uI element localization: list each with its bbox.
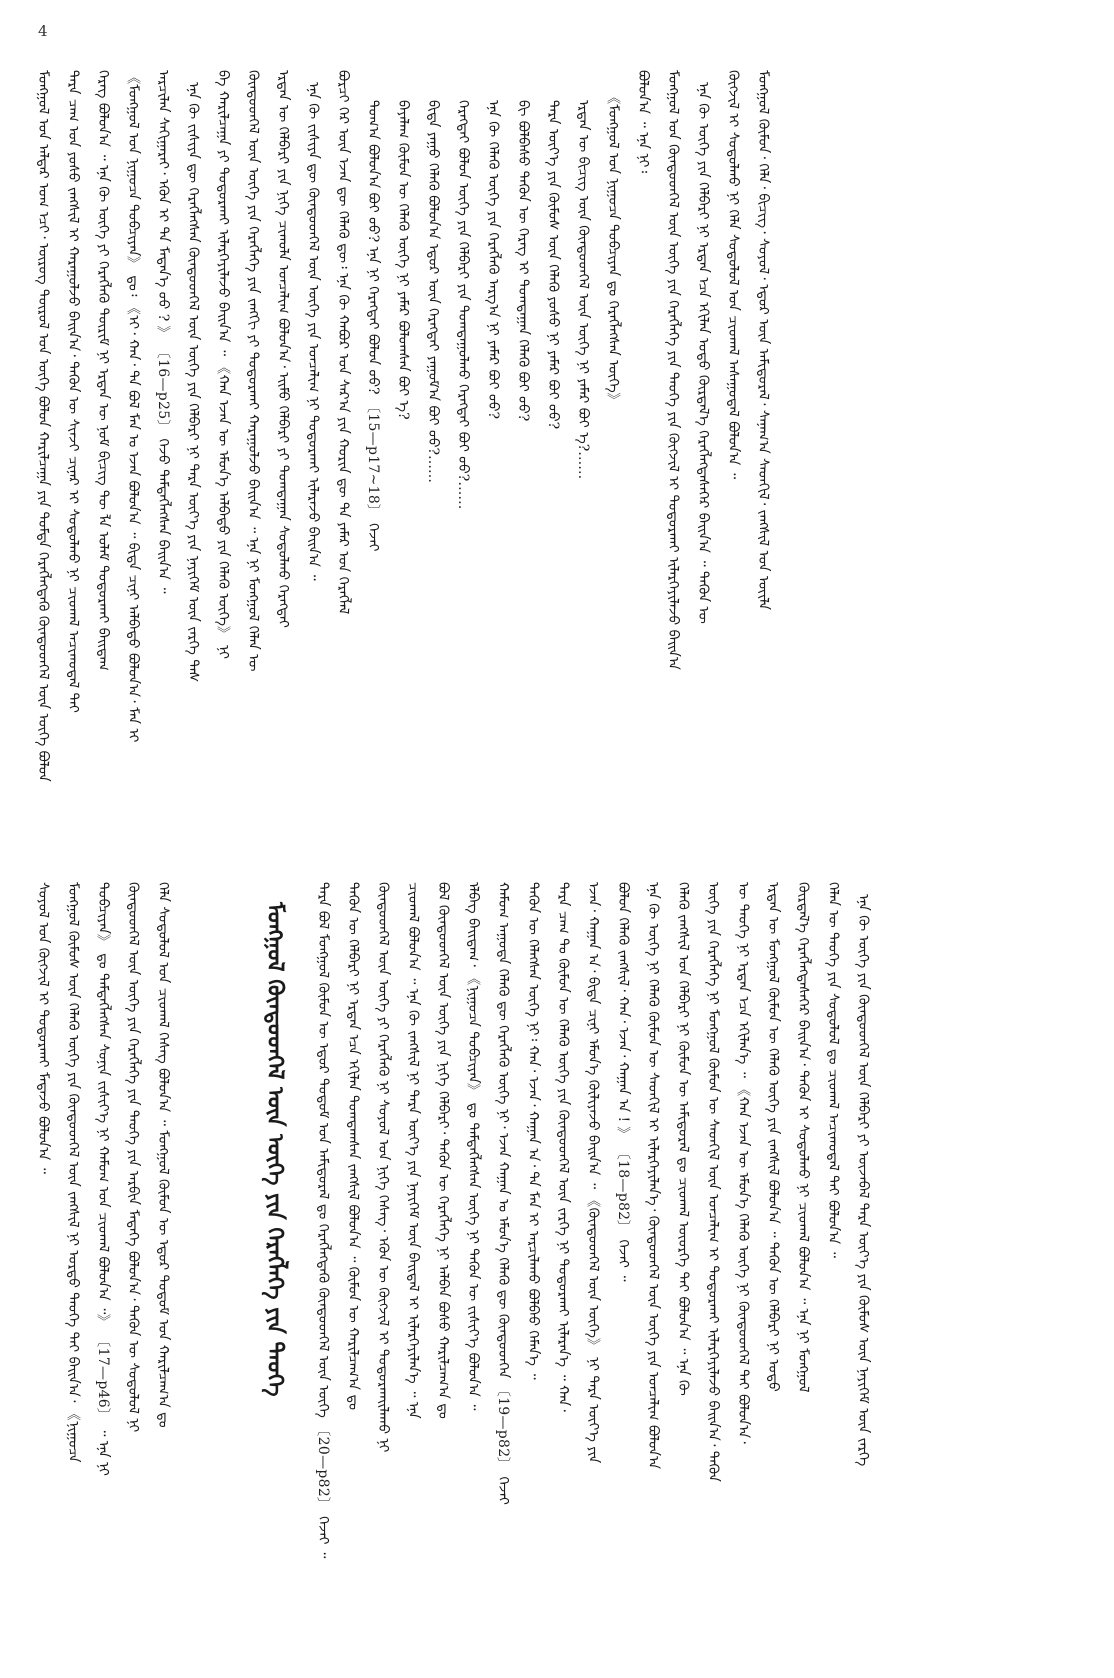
column-text: ᠬᠡᠯᠡᠬᠦ ᠵᠠᠩᠰᠢᠯ ᠤᠨ ᠬᠡᠯᠪᠡᠷᠢ ᠨᠢ ᠬᠦᠮᠦᠨ ᠦ ᠠᠮᠢᠳᠤᠷᠠᠯ ᠳᠤ ᠴᠢᠤᠬᠠᠯ ᠦᠦᠷᠭᠡ ᠲᠠᠢ ᠪᠣᠯᠤᠨ᠎ᠠ ᠃ ᠡᠨᠡ ᠬᠦ (675, 882, 691, 1396)
column-text: ᠬᠦᠨᠳᠦᠳᠬᠡᠯ ᠦᠨ ᠦᠭᠡ ᠶᠢᠨ ᠬᠡᠷᠡᠭᠯᠡᠭᠡ ᠶᠢᠨ ᠵᠠᠩᠭᠢ ᠶᠢ ᠲᠣᠳᠣᠷᠬᠠᠢ ᠬᠠᠷᠠᠭᠤᠯᠵᠤ ᠪᠠᠢᠨ᠎ᠠ ᠃ ᠡᠨᠡ ᠨᠢ ᠮᠣᠩᠭᠣᠯ ᠬᠡᠯᠡᠨ ᠦ (245, 70, 261, 672)
column-text: ᠲᠡᠷᠡ ᠴᠠᠭ ᠲᠤ ᠬᠦᠮᠦᠨ ᠦ ᠬᠡᠯᠡᠬᠦ ᠦᠭᠡ ᠶᠢᠨ ᠬᠦᠨᠳᠦᠳᠬᠡᠯ ᠦᠨ ᠵᠡᠷᠭᠡ ᠨᠢ ᠲᠣᠳᠣᠷᠬᠠᠢ ᠢᠯᠡᠷᠡᠨ᠎ᠡ ᠃ ᠬᠠᠨ᠂ (555, 882, 571, 1412)
column-text: ᠡᠷᠲᠡᠨ ᠦ ᠬᠡᠯᠪᠡᠷᠢ ᠶᠢᠨ ᠨᠢᠭᠡ ᠴᠢᠬᠤᠯᠠ ᠣᠨᠴᠠᠯᠢᠭ ᠪᠣᠯᠤᠨ᠎ᠠ᠂ ᠡᠢᠮᠦ ᠬᠡᠯᠪᠡᠷᠢ ᠶᠢ ᠲᠣᠭᠲᠠᠭᠠᠨ ᠰᠤᠳᠤᠯᠬᠤ ᠬᠡᠷᠡᠭᠲᠡᠢ (275, 70, 291, 628)
citation: 〔16—p25〕 (155, 340, 171, 439)
column-text: ᠲᠡᠭᠦᠨ ᠦ ᠬᠡᠯᠪᠡᠷᠢ ᠨᠢ ᠡᠷᠲᠡᠨ ᠡᠴᠡ ᠡᠬᠢᠯᠡᠨ ᠲᠣᠭᠲᠠᠭᠰᠠᠨ ᠵᠠᠩᠰᠢᠯ ᠪᠣᠯᠤᠨ᠎ᠠ ᠃ ᠬᠦᠮᠦᠨ ᠦ ᠬᠠᠷᠢᠯᠴᠠᠭ᠎ᠠ ᠳᠤ (345, 882, 361, 1411)
column-text: ᠲᠡᠷᠡ ᠪᠣᠯ ᠮᠣᠩᠭᠣᠯ ᠬᠦᠮᠦᠨ ᠦ ᠡᠳᠦᠷ ᠲᠤᠲᠤᠮ ᠤᠨ ᠠᠮᠢᠳᠤᠷᠠᠯ ᠳᠤ ᠬᠡᠷᠡᠭᠯᠡᠭᠳᠡᠬᠦ ᠬᠦᠨᠳᠦᠳᠬᠡᠯ ᠦᠨ ᠦᠭᠡ (315, 882, 331, 1418)
column-text: ᠬᠡᠷᠡᠭ ᠪᠣᠯᠤᠨ᠎ᠠ ᠃ ᠡᠨᠡ ᠬᠦ ᠦᠭᠡ ᠶᠢ ᠬᠡᠷᠡᠭᠯᠡᠬᠦ ᠳᠦᠷᠢᠮ ᠨᠢ ᠡᠷᠲᠡᠨ ᠦ ᠨᠣᠮ ᠪᠢᠴᠢᠭ ᠲᠦ ᠯᠡ ᠤᠯᠠᠮ ᠲᠤᠳᠣᠷᠬᠠᠢ ᠪᠠᠢᠳᠠᠭ (95, 70, 111, 671)
column-text: ᠡᠨᠡ ᠬᠦ ᠵᠢᠱᠢᠶᠡ ᠳᠦ ᠬᠡᠷᠡᠭᠯᠡᠭᠰᠡᠨ ᠬᠦᠨᠳᠦᠳᠬᠡᠯ ᠦᠨ ᠦᠭᠡ ᠶᠢᠨ ᠬᠡᠯᠪᠡᠷᠢ ᠨᠢ ᠲᠡᠷᠡ ᠦᠶ᠎ᠡ ᠶᠢᠨ ᠨᠡᠶᠢᠭᠡᠮ ᠦᠨ ᠵᠡᠷᠭᠡ ᠳᠡᠰ (185, 82, 201, 683)
column-text: ᠮᠣᠩᠭᠣᠯ ᠤᠨ ᠬᠦᠨᠳᠦᠳᠬᠡᠯ ᠦᠨ ᠦᠭᠡ ᠶᠢᠨ ᠬᠡᠷᠡᠭᠯᠡᠭᠡ ᠶᠢᠨ ᠲᠡᠦᠬᠡ ᠶᠢᠨ ᠬᠦᠭᠵᠢᠯ ᠢ ᠲᠣᠳᠣᠷᠬᠠᠢ ᠢᠯᠡᠷᠬᠡᠶᠢᠯᠡᠵᠦ ᠪᠠᠢᠨ᠎ᠠ (665, 70, 681, 670)
column-text: ᠡᠵᠡᠨ᠂ ᠬᠠᠭᠠᠨ ᠠ᠂ ᠪᠢᠳᠡ ᠴᠢᠨᠢ ᠡᠮᠦᠨ᠎ᠡ ᠬᠦᠯᠢᠶᠡᠵᠦ ᠪᠠᠢᠨ᠎ᠠ ᠃ 《ᠬᠦᠨᠳᠦᠳᠬᠡᠯ ᠦᠨ ᠦᠭᠡ》 ᠨᠢ ᠲᠡᠷᠡ ᠦᠶ᠎ᠡ ᠶᠢᠨ (585, 882, 601, 1464)
column-text: ᠦᠭᠡ ᠶᠢᠨ ᠬᠡᠷᠡᠭᠯᠡᠭᠡ ᠨᠢ ᠮᠣᠩᠭᠣᠯ ᠬᠦᠮᠦᠨ ᠦ ᠰᠡᠳᠬᠢᠯ ᠦᠨ ᠣᠨᠴᠠᠯᠢᠭ ᠢ ᠲᠣᠳᠣᠷᠬᠠᠢ ᠢᠯᠡᠷᠬᠡᠶᠢᠯᠡᠵᠦ ᠪᠠᠢᠨ᠎ᠠ᠂ ᠲᠡᠭᠦᠨ (705, 882, 721, 1482)
column-text: ᠬᠠᠮᠤᠭ ᠠᠭᠤᠳᠠ ᠬᠡᠯᠡᠬᠦ ᠳᠦ ᠬᠡᠷᠡᠭᠯᠡᠬᠦ ᠦᠭᠡ ᠨᠢ᠂ ᠡᠵᠡᠨ ᠬᠠᠭᠠᠨ ᠤ ᠡᠮᠦᠨ᠎ᠡ ᠬᠡᠯᠡᠬᠦ ᠳᠦ ᠬᠦᠨᠳᠦᠳᠬᠡᠨ (495, 882, 511, 1379)
column-text: ᠪᠠᠶᠠᠯᠠᠭ ᠬᠦᠮᠦᠨ ᠦ ᠬᠡᠯᠡᠬᠦ ᠦᠭᠡ ᠨᠢ ᠶᠠᠮᠠᠷ ᠪᠣᠯᠤᠭᠰᠠᠨ ᠪᠤᠢ ᠡ? (395, 100, 411, 420)
column-text: ᠠᠷᠴᠢᠯᠠᠨ ᠰᠠᠬᠢᠭᠠᠷᠠᠢ᠂ ᠡᠭᠦᠨ ᠢ ᠲᠠ ᠮᠡᠳᠡᠨ᠎ᠡ ᠦᠦ ? 》 (155, 70, 171, 340)
column-text: ᠰᠣᠶᠣᠯ ᠤᠨ ᠬᠦᠭᠵᠢᠯ ᠢ ᠲᠣᠳᠣᠷᠬᠠᠢ ᠮᠡᠳᠡᠵᠦ ᠪᠣᠯᠤᠨ᠎ᠠ ᠃ (35, 882, 51, 1174)
column-text: ᠲᠣᠪᠴᠢᠶᠠᠨ》 ᠳᠤ ᠲᠡᠮᠳᠡᠭᠯᠡᠭᠰᠡᠨ ᠰᠣᠨᠢᠨ ᠵᠢᠱᠢᠶ᠎ᠡ ᠨᠢ ᠬᠠᠮᠤᠭ ᠤᠨ ᠴᠢᠤᠬᠠᠯ ᠪᠣᠯᠤᠨ᠎ᠠ ᠃》 (95, 882, 111, 1329)
citation: 〔20—p82〕 (315, 1417, 331, 1517)
column-text: ᠪᠣᠯᠤᠨ᠎ᠠ ᠃ ᠡᠨᠡ ᠨᠢ᠄ (635, 70, 651, 174)
column-text: ᠡᠯᠪᠡᠭ ᠪᠠᠢᠳᠠᠭ᠂ 《ᠨᠢᠭᠤᠴᠠ ᠲᠣᠪᠴᠢᠶᠠᠨ》 ᠳᠤ ᠲᠡᠮᠳᠡᠭᠯᠡᠭᠰᠡᠨ ᠦᠭᠡ ᠨᠢ ᠲᠡᠭᠦᠨ ᠦ ᠵᠢᠱᠢᠶ᠎ᠡ ᠪᠣᠯᠤᠨ᠎ᠠ ᠃ (465, 882, 481, 1411)
column-text: ᠮᠣᠩᠭᠣᠯ ᠤᠨ ᠠᠯᠳᠠᠷ ᠤᠭ ᠡᠴᠢ᠂ ᠦᠷᠦᠭ ᠲᠦᠷᠦᠯ ᠤᠨ ᠦᠭᠡ ᠪᠣᠯᠣᠨ ᠬᠠᠷᠢᠯᠴᠠᠭᠠ ᠶᠢᠨ ᠳᠤᠮᠳᠠ ᠬᠡᠷᠡᠭᠯᠡᠭᠳᠡᠬᠦ ᠬᠦᠨᠳᠦᠳᠬᠡᠯ ᠦᠨ ᠦᠭᠡ ᠪᠣᠯᠣᠨ (35, 70, 51, 782)
column-text-tail: ᠭᠡᠵᠡᠢ (495, 1476, 511, 1505)
column-text: ᠮᠣᠩᠭᠣᠯ ᠬᠦᠮᠦᠨ᠂ ᠬᠡᠯᠡ᠂ ᠪᠢᠴᠢᠭ᠂ ᠰᠣᠶᠣᠯ᠂ ᠡᠳᠦᠷ ᠦᠨ ᠠᠮᠢᠳᠤᠷᠠᠯ᠂ ᠰᠠᠨᠠᠭ᠎ᠠ ᠰᠡᠳᠬᠢᠯ᠂ ᠵᠠᠩᠰᠢᠯ ᠤᠨ ᠦᠢᠯᠡ (755, 70, 771, 610)
column-text: ᠡᠷᠲᠡᠨ ᠦ ᠮᠣᠩᠭᠣᠯ ᠬᠦᠮᠦᠨ ᠦ ᠬᠡᠯᠡᠬᠦ ᠦᠭᠡ ᠶᠢᠨ ᠵᠠᠩᠰᠢᠯ ᠪᠣᠯᠤᠨ᠎ᠠ ᠃ ᠲᠡᠭᠦᠨ ᠦ ᠬᠡᠯᠪᠡᠷᠢ ᠨᠢ ᠣᠳᠣ (765, 882, 781, 1392)
column-text: ᠦ ᠲᠡᠦᠬᠡ ᠨᠢ ᠡᠷᠲᠡᠨ ᠡᠴᠡ ᠡᠬᠢᠯᠡᠨ᠎ᠡ ᠃ 《ᠬᠠᠨ ᠡᠵᠡᠨ ᠦ ᠡᠮᠦᠨ᠎ᠡ ᠬᠡᠯᠡᠬᠦ ᠦᠭᠡ ᠨᠢ ᠬᠦᠨᠳᠦᠳᠬᠡᠯ ᠲᠠᠢ ᠪᠣᠯᠤᠨ᠎ᠠ᠂ (735, 882, 751, 1444)
column-text-tail: ᠃ ᠡᠨᠡ ᠨᠢ (95, 1427, 111, 1476)
column-text-tail: ᠭᠡᠵᠡᠢ ᠃ (315, 1516, 331, 1559)
citation: 〔17—p46〕 (95, 1328, 111, 1428)
column-text: ᠬᠡᠯᠡ ᠰᠤᠳᠤᠯᠤᠯ ᠤᠨ ᠴᠢᠤᠬᠠᠯ ᠬᠡᠰᠡᠭ ᠪᠣᠯᠤᠨ᠎ᠠ ᠃ ᠮᠣᠩᠭᠣᠯ ᠬᠦᠮᠦᠨ ᠦ ᠡᠳᠦᠷ ᠲᠤᠲᠤᠮ ᠤᠨ ᠬᠠᠷᠢᠯᠴᠠᠭ᠎ᠠ ᠳᠤ (155, 882, 171, 1428)
column-text-tail: ᠭᠡᠵᠦ ᠲᠡᠮᠳᠡᠭᠯᠡᠭᠰᠡᠨ ᠪᠠᠢᠨ᠎ᠠ ᠃ (155, 438, 171, 594)
column-text: ᠡᠷᠲᠡᠨ ᠦ ᠪᠢᠴᠢᠭ ᠦᠨ ᠬᠦᠨᠳᠦᠳᠬᠡᠯ ᠦᠨ ᠦᠭᠡ ᠨᠢ ᠶᠠᠮᠠᠷ ᠪᠤᠢ ᠡ?…… (575, 100, 591, 480)
citation: 〔18—p82〕 (615, 1140, 631, 1240)
column-text: ᠬᠦᠷᠲᠡᠯ᠎ᠡ ᠬᠡᠷᠡᠭᠯᠡᠭᠳᠡᠰᠡᠭᠡᠷ ᠪᠠᠢᠨ᠎ᠠ᠂ ᠲᠡᠭᠦᠨ ᠢ ᠰᠤᠳᠤᠯᠬᠤ ᠨᠢ ᠴᠢᠤᠬᠠᠯ ᠪᠣᠯᠤᠨ᠎ᠠ ᠃ ᠡᠨᠡ ᠨᠢ ᠮᠣᠩᠭᠣᠯ (795, 882, 811, 1393)
column-text: ᠬᠡᠯᠡᠨ ᠦ ᠲᠡᠦᠬᠡ ᠶᠢᠨ ᠰᠤᠳᠤᠯᠤᠯ ᠳᠤ ᠴᠢᠤᠬᠠᠯ ᠠᠴᠢᠬᠤᠳᠠᠯ ᠲᠠᠢ ᠪᠣᠯᠤᠨ᠎ᠠ ᠃ (825, 882, 841, 1258)
column-text: ᠬᠦᠨᠳᠦᠳᠬᠡᠯ ᠦᠨ ᠦᠭᠡ ᠶᠢᠨ ᠬᠡᠷᠡᠭᠯᠡᠭᠡ ᠶᠢᠨ ᠲᠡᠦᠬᠡ ᠶᠢᠨ ᠠᠷᠪᠢᠨ ᠮᠡᠳᠡᠭᠡ ᠪᠣᠯᠤᠨ᠎ᠠ᠂ ᠲᠡᠭᠦᠨ ᠦ ᠰᠤᠳᠤᠯᠤᠯ ᠨᠢ (125, 882, 141, 1433)
lower-text-block (20, 882, 1094, 1668)
column-text: 《ᠮᠣᠩᠭᠣᠯ ᠤᠨ ᠨᠢᠭᠤᠴᠠ ᠲᠣᠪᠴᠢᠶᠠᠨ》 ᠳᠤ᠄ 《ᠡᠢ᠂ ᠬᠠᠨ᠂ ᠲᠠ ᠪᠣᠯ ᠮᠠᠨ ᠤ ᠡᠵᠡᠨ ᠪᠣᠯᠤᠨ᠎ᠠ ᠃ ᠪᠢᠳᠡ ᠴᠢᠨᠢ ᠠᠯᠪᠠᠲᠤ ᠪᠣᠯᠤᠨ᠎ᠠ᠂ ᠮᠠᠨ ᠢ (125, 70, 141, 743)
column-text: ᠬᠦᠭᠵᠢᠯ ᠢ ᠰᠤᠳᠤᠯᠬᠤ ᠨᠢ ᠬᠡᠯᠡ ᠰᠤᠳᠤᠯᠤᠯ ᠤᠨ ᠴᠢᠤᠬᠠᠯ ᠠᠰᠠᠭᠤᠳᠠᠯ ᠪᠣᠯᠤᠨ᠎ᠠ ᠃ (725, 70, 741, 479)
column-text: 《ᠮᠣᠩᠭᠣᠯ ᠤᠨ ᠨᠢᠭᠤᠴᠠ ᠲᠣᠪᠴᠢᠶᠠᠨ ᠳᠤ ᠬᠡᠷᠡᠭᠯᠡᠭᠰᠡᠨ ᠦᠭᠡ》 (605, 90, 621, 408)
column-text: ᠲᠡᠭᠦᠨ ᠦ ᠬᠡᠯᠡᠭᠰᠡᠨ ᠦᠭᠡ ᠨᠢ᠄ ᠬᠠᠨ᠂ ᠡᠵᠡᠨ᠂ ᠬᠠᠭᠠᠨ ᠠ᠂ ᠲᠠ ᠮᠠᠨ ᠢ ᠠᠷᠴᠢᠯᠠᠬᠤ ᠪᠣᠯᠪᠠᠤ ᠬᠡᠮᠡᠨ᠎ᠡ ᠃ (525, 882, 541, 1380)
column-text: ᠲᠣᠭ᠎ᠠ ᠪᠣᠯᠤᠨ᠎ᠠ ᠪᠤᠢ ᠦᠦ? ᠡᠨᠡ ᠨᠢ ᠬᠡᠷᠡᠭᠲᠡᠢ ᠪᠣᠯᠤᠨ ᠦᠦ? (365, 100, 381, 395)
column-text: ᠡᠨᠡ ᠬᠦ ᠦᠭᠡ ᠨᠢ ᠬᠡᠯᠡᠬᠦ ᠬᠦᠮᠦᠨ ᠦ ᠰᠡᠳᠬᠢᠯ ᠢ ᠢᠯᠡᠷᠬᠡᠶᠢᠯᠡᠨ᠎ᠡ᠂ ᠬᠦᠨᠳᠦᠳᠬᠡᠯ ᠦᠨ ᠦᠭᠡ ᠶᠢᠨ ᠣᠨᠴᠠᠯᠢᠭ ᠪᠣᠯᠤᠨ᠎ᠠ (645, 882, 661, 1470)
column-text: ᠬᠦᠨᠳᠦᠳᠬᠡᠯ ᠦᠨ ᠦᠭᠡ ᠶᠢ ᠬᠡᠷᠡᠭᠯᠡᠬᠦ ᠨᠢ ᠰᠣᠶᠣᠯ ᠤᠨ ᠨᠢᠭᠡ ᠬᠡᠰᠡᠭ᠂ ᠡᠭᠦᠨ ᠦ ᠬᠦᠭᠵᠢᠯ ᠢ ᠲᠣᠳᠣᠷᠬᠠᠢᠯᠠᠬᠤ ᠨᠢ (375, 882, 391, 1453)
column-text: ᠲᠡᠷᠡ ᠴᠠᠭ ᠤᠨ ᠶᠣᠰᠣ ᠵᠠᠩᠰᠢᠯ ᠢ ᠬᠠᠷᠠᠭᠤᠯᠵᠤ ᠪᠠᠢᠨ᠎ᠠ᠂ ᠲᠡᠭᠦᠨ ᠦ ᠰᠢᠨᠵᠢ ᠴᠢᠨᠠᠷ ᠢ ᠰᠤᠳᠤᠯᠬᠤ ᠨᠢ ᠴᠢᠤᠬᠠᠯ ᠠᠴᠢᠬᠤᠳᠠᠯ ᠲᠠᠢ (65, 70, 81, 713)
section-heading-text: ᠮᠣᠩᠭᠣᠯ ᠬᠦᠨᠳᠦᠳᠬᠡᠯ ᠦᠨ ᠦᠭᠡ ᠶᠢᠨ ᠬᠡᠷᠡᠭᠯᠡᠭᠡ ᠶᠢᠨ ᠲᠡᠦᠬᠡ (262, 902, 288, 1397)
column-text: ᠡᠨᠡ ᠬᠦ ᠦᠭᠡ ᠶᠢᠨ ᠬᠦᠨᠳᠦᠳᠬᠡᠯ ᠦᠨ ᠬᠡᠯᠪᠡᠷᠢ ᠶᠢ ᠦᠵᠡᠪᠡᠯ ᠲᠡᠷᠡ ᠦᠶ᠎ᠡ ᠶᠢᠨ ᠬᠦᠮᠦᠰ ᠦᠨ ᠨᠡᠶᠢᠭᠡᠮ ᠦᠨ ᠵᠡᠷᠭᠡ (855, 894, 871, 1467)
column-text: ᠲᠡᠷᠡ ᠦᠶ᠎ᠡ ᠶᠢᠨ ᠬᠦᠮᠦᠰ ᠦᠨ ᠬᠡᠯᠡᠬᠦ ᠶᠣᠰᠣ ᠨᠢ ᠶᠠᠮᠠᠷ ᠪᠤᠢ ᠦᠦ? (545, 100, 561, 430)
column-text: ᠪᠣᠯᠤᠨ ᠬᠡᠯᠡᠬᠦ ᠵᠠᠩᠰᠢᠯ᠂ ᠬᠠᠨ᠂ ᠡᠵᠡᠨ᠂ ᠬᠠᠭᠠᠨ ᠠ ! 》 (615, 882, 631, 1141)
column-text-tail: ᠭᠡᠵᠡᠢ ᠃ (615, 1239, 631, 1282)
column-text: ᠡᠨᠡ ᠬᠦ ᠵᠢᠱᠢᠶᠡ ᠳᠦ ᠬᠦᠨᠳᠦᠳᠬᠡᠯ ᠦᠨ ᠦᠭᠡ ᠶᠢᠨ ᠣᠨᠴᠠᠯᠢᠭ ᠨᠢ ᠲᠣᠳᠣᠷᠬᠠᠢ ᠢᠯᠡᠷᠡᠵᠦ ᠪᠠᠢᠨ᠎ᠠ ᠃ (305, 82, 321, 581)
page-number: 4 (38, 22, 48, 40)
column-text: ᠡᠨᠡ ᠬᠦ ᠬᠡᠯᠡᠬᠦ ᠦᠭᠡ ᠶᠢᠨ ᠬᠡᠷᠡᠭᠯᠡᠬᠦ ᠠᠷᠭ᠎ᠠ ᠨᠢ ᠶᠠᠮᠠᠷ ᠪᠤᠢ ᠦᠦ? (485, 100, 501, 420)
column-text: ᠪᠣᠯ ᠬᠦᠨᠳᠦᠳᠬᠡᠯ ᠦᠨ ᠦᠭᠡ ᠶᠢᠨ ᠨᠢᠭᠡ ᠬᠡᠯᠪᠡᠷᠢ᠂ ᠲᠡᠭᠦᠨ ᠦ ᠬᠡᠷᠡᠭᠯᠡᠭᠡ ᠨᠢ ᠠᠯᠪᠠᠨ ᠪᠤᠰᠤ ᠬᠠᠷᠢᠯᠴᠠᠭ᠎ᠠ ᠳᠤ (435, 882, 451, 1419)
column-text: ᠬᠡᠷᠡᠭᠲᠡᠢ ᠪᠣᠯᠤᠨ ᠦᠭᠡ ᠶᠢᠨ ᠬᠡᠯᠪᠡᠷᠢ ᠶᠢᠨ ᠲᠣᠭᠲᠠᠭᠤᠯᠬᠤ ᠬᠡᠷᠡᠭᠲᠡᠢ ᠪᠤᠢ ᠦᠦ?…… (455, 100, 471, 510)
column-text: ᠮᠣᠩᠭᠣᠯ ᠬᠦᠮᠦᠰ ᠦᠨ ᠬᠡᠯᠡᠬᠦ ᠦᠭᠡ ᠶᠢᠨ ᠬᠦᠨᠳᠦᠳᠬᠡᠯ ᠦᠨ ᠵᠠᠩᠰᠢᠯ ᠨᠢ ᠤᠷᠲᠤ ᠲᠡᠦᠬᠡ ᠲᠠᠢ ᠪᠠᠢᠨ᠎ᠠ᠂ 《ᠨᠢᠭᠤᠴᠠ (65, 882, 81, 1463)
upper-text-block (20, 70, 1094, 860)
citation: 〔15—p17~18〕 (365, 394, 381, 524)
column-text: ᠪᠠ ᠬᠠᠷᠢᠯᠴᠠᠭᠠ ᠶᠢ ᠲᠣᠳᠣᠷᠬᠠᠢ ᠢᠯᠡᠷᠬᠡᠶᠢᠯᠡᠵᠦ ᠪᠠᠢᠨ᠎ᠠ ᠃ 《ᠬᠠᠨ ᠡᠵᠡᠨ ᠦ ᠡᠮᠦᠨ᠎ᠡ ᠠᠯᠪᠠᠲᠤ ᠶᠢᠨ ᠬᠡᠯᠡᠬᠦ ᠦᠭᠡ》 ᠨᠢ (215, 70, 231, 659)
column-text: ᠪᠣᠷᠴᠢ ᠭᠡᠷ ᠦᠨ ᠡᠵᠡᠨ ᠳᠦ ᠬᠡᠯᠡᠬᠦ ᠳᠦ᠄ ᠡᠨᠡ ᠬᠦ ᠬᠠᠪᠤᠷ ᠤᠨ ᠰᠠᠷ᠎ᠠ ᠶᠢᠨ ᠬᠤᠷᠢᠨ ᠳᠦ ᠲᠠ ᠶᠠᠮᠠᠷ ᠡᠳ ᠬᠡᠷᠡᠭᠯᠡᠯ (335, 70, 351, 615)
column-text: ᠪᠢᠳᠡ ᠶᠠᠭᠤ ᠬᠡᠯᠡᠬᠦ ᠪᠣᠯᠤᠨ᠎ᠠ ᠡᠳᠦᠷ ᠦᠨ ᠬᠡᠷᠡᠭᠲᠡᠢ ᠶᠠᠭᠤᠮ᠎ᠠ ᠪᠤᠢ ᠦᠦ?…… (425, 100, 441, 484)
citation: 〔19—p82〕 (495, 1378, 511, 1477)
column-text: ᠴᠢᠤᠬᠠᠯ ᠪᠣᠯᠤᠨ᠎ᠠ ᠃ ᠡᠨᠡ ᠬᠦ ᠵᠠᠩᠰᠢᠯ ᠨᠢ ᠲᠡᠷᠡ ᠦᠶ᠎ᠡ ᠶᠢᠨ ᠨᠡᠶᠢᠭᠡᠮ ᠦᠨ ᠪᠠᠢᠳᠠᠯ ᠢ ᠢᠯᠡᠷᠬᠡᠶᠢᠯᠡᠨ᠎ᠡ ᠃ ᠡᠨᠡ (405, 882, 421, 1419)
column-text: ᠪᠢ ᠪᠣᠯᠪᠠᠰᠤ ᠲᠡᠭᠦᠨ ᠦ ᠬᠡᠷᠡᠭ ᠢ ᠲᠣᠭᠲᠠᠭᠠᠨ ᠬᠡᠯᠡᠬᠦ ᠪᠤᠢ ᠦᠦ? (515, 100, 531, 422)
column-text-tail: ᠭᠡᠵᠡᠢ (365, 523, 381, 552)
column-text: ᠡᠨᠡ ᠬᠦ ᠦᠭᠡ ᠶᠢᠨ ᠬᠡᠯᠪᠡᠷᠢ ᠨᠢ ᠡᠷᠲᠡᠨ ᠡᠴᠡ ᠡᠬᠢᠯᠡᠨ ᠣᠳᠣ ᠬᠦᠷᠲᠡᠯ᠎ᠡ ᠬᠡᠷᠡᠭᠯᠡᠭᠳᠡᠰᠡᠭᠡᠷ ᠪᠠᠢᠨ᠎ᠠ ᠃ ᠲᠡᠭᠦᠨ ᠦ (695, 82, 711, 624)
